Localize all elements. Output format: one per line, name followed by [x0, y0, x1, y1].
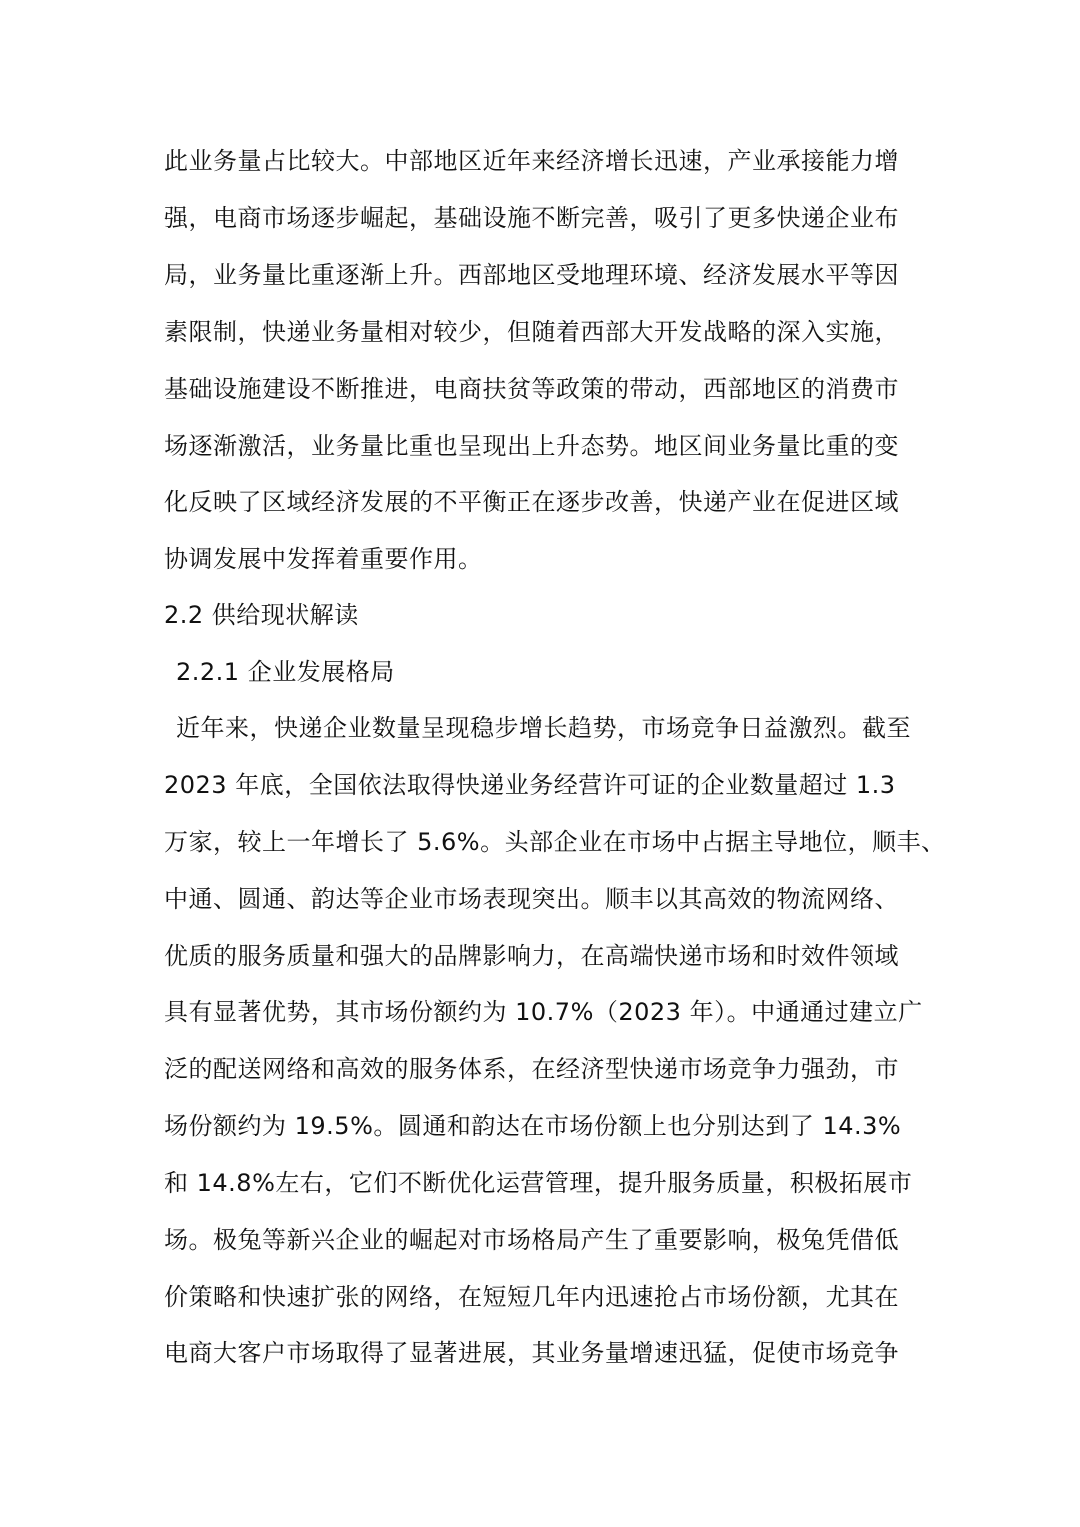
text-line: 2023 年底，全国依法取得快递业务经营许可证的企业数量超过 1.3	[164, 771, 896, 799]
text-line: 和 14.8%左右，它们不断优化运营管理，提升服务质量，积极拓展市	[164, 1169, 913, 1197]
text-line: 化反映了区域经济发展的不平衡正在逐步改善，快递产业在促进区域	[164, 488, 899, 516]
text-line: 强，电商市场逐步崛起，基础设施不断完善，吸引了更多快递企业布	[164, 204, 899, 232]
text-line: 场逐渐激活，业务量比重也呈现出上升态势。地区间业务量比重的变	[164, 432, 899, 460]
text-line: 价策略和快速扩张的网络，在短短几年内迅速抢占市场份额，尤其在	[164, 1283, 899, 1311]
subsection-heading: 2.2.1 企业发展格局	[176, 658, 395, 686]
text-line: 素限制，快递业务量相对较少，但随着西部大开发战略的深入实施，	[164, 318, 899, 346]
text-line: 具有显著优势，其市场份额约为 10.7%（2023 年）。中通通过建立广	[164, 998, 923, 1026]
text-line: 优质的服务质量和强大的品牌影响力，在高端快递市场和时效件领域	[164, 942, 899, 970]
text-line: 此业务量占比较大。中部地区近年来经济增长迅速，产业承接能力增	[164, 147, 899, 175]
text-line: 中通、圆通、韵达等企业市场表现突出。顺丰以其高效的物流网络、	[164, 885, 899, 913]
text-line: 万家，较上一年增长了 5.6%。头部企业在市场中占据主导地位，顺丰、	[164, 828, 946, 856]
text-line: 场份额约为 19.5%。圆通和韵达在市场份额上也分别达到了 14.3%	[164, 1112, 902, 1140]
text-line: 泛的配送网络和高效的服务体系，在经济型快递市场竞争力强劲，市	[164, 1055, 899, 1083]
text-line: 基础设施建设不断推进，电商扶贫等政策的带动，西部地区的消费市	[164, 375, 899, 403]
text-line: 协调发展中发挥着重要作用。	[164, 545, 483, 573]
text-line: 局，业务量比重逐渐上升。西部地区受地理环境、经济发展水平等因	[164, 261, 899, 289]
section-heading: 2.2 供给现状解读	[164, 601, 359, 629]
text-line: 场。极兔等新兴企业的崛起对市场格局产生了重要影响，极兔凭借低	[164, 1226, 899, 1254]
text-line: 电商大客户市场取得了显著进展，其业务量增速迅猛，促使市场竞争	[164, 1339, 899, 1367]
text-line: 近年来，快递企业数量呈现稳步增长趋势，市场竞争日益激烈。截至	[176, 714, 911, 742]
